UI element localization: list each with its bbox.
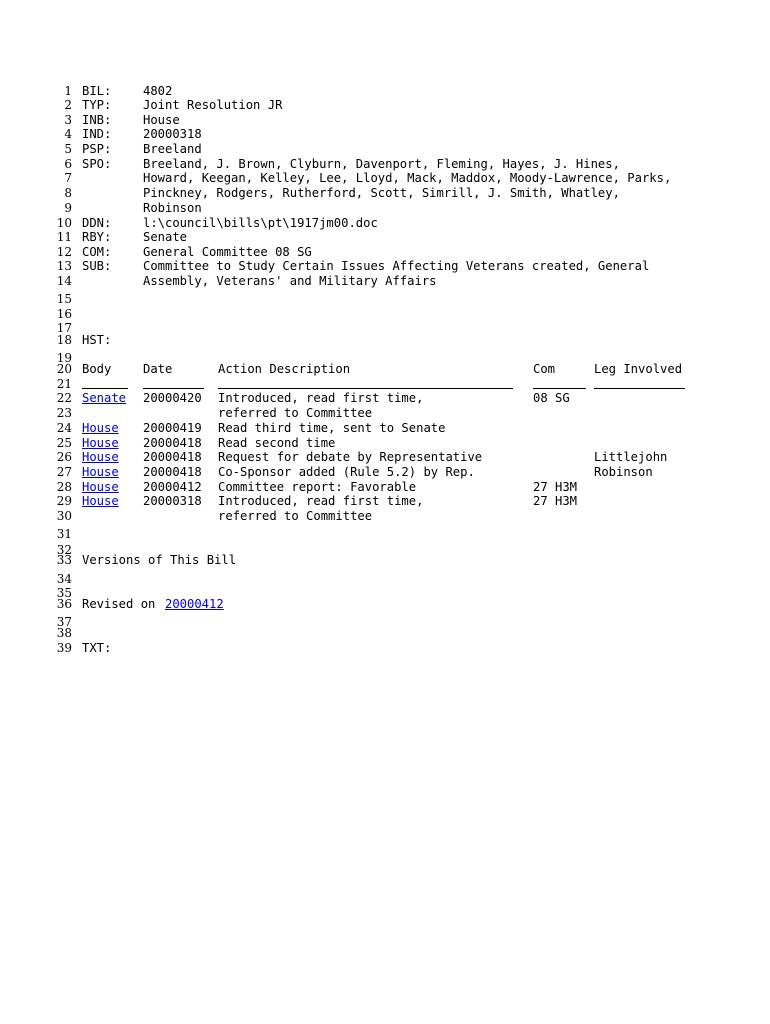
header-underline <box>143 388 204 389</box>
row-action: Co-Sponsor added (Rule 5.2) by Rep. <box>218 465 475 479</box>
line-number: 15 <box>56 292 72 306</box>
line-number: 29 <box>56 494 72 508</box>
field-key-spo: SPO: <box>82 157 112 171</box>
row-com: 08 SG <box>533 391 570 405</box>
header-underline <box>533 388 586 389</box>
field-value-sub: Committee to Study Certain Issues Affecting Veterans created, General <box>143 259 650 273</box>
body-link-house[interactable]: House <box>82 436 119 450</box>
line-number: 26 <box>56 450 72 464</box>
field-key-inb: INB: <box>82 113 112 127</box>
row-leg: Littlejohn <box>594 450 668 464</box>
history-label: HST: <box>82 333 112 347</box>
field-value-ddn: l:\council\bills\pt\1917jm00.doc <box>143 216 378 230</box>
body-link-house[interactable]: House <box>82 494 119 508</box>
row-action: Read third time, sent to Senate <box>218 421 446 435</box>
field-value-spo: Breeland, J. Brown, Clyburn, Davenport, Fleming, Hayes, J. Hines, <box>143 157 620 171</box>
row-action: referred to Committee <box>218 406 373 420</box>
txt-label: TXT: <box>82 641 112 655</box>
field-value-typ: Joint Resolution JR <box>143 98 283 112</box>
body-link-house[interactable]: House <box>82 421 119 435</box>
field-key-rby: RBY: <box>82 230 112 244</box>
line-number: 22 <box>56 391 72 405</box>
field-value-ind: 20000318 <box>143 127 202 141</box>
line-number: 30 <box>56 509 72 523</box>
field-value-spo-cont: Robinson <box>143 201 202 215</box>
line-number: 16 <box>56 307 72 321</box>
row-com: 27 H3M <box>533 480 578 494</box>
line-number: 18 <box>56 333 72 347</box>
field-key-ddn: DDN: <box>82 216 112 230</box>
line-number: 25 <box>56 436 72 450</box>
row-date: 20000418 <box>143 465 202 479</box>
row-action: Read second time <box>218 436 336 450</box>
field-key-sub: SUB: <box>82 259 112 273</box>
line-number: 4 <box>64 127 72 141</box>
row-action: Introduced, read first time, <box>218 494 424 508</box>
field-key-typ: TYP: <box>82 98 112 112</box>
row-com: 27 H3M <box>533 494 578 508</box>
body-link-house[interactable]: House <box>82 450 119 464</box>
field-key-ind: IND: <box>82 127 112 141</box>
line-number: 39 <box>56 641 72 655</box>
body-link-house[interactable]: House <box>82 465 119 479</box>
line-number: 37 <box>56 615 72 629</box>
field-value-psp: Breeland <box>143 142 202 156</box>
body-link-house[interactable]: House <box>82 480 119 494</box>
line-number: 5 <box>64 142 72 156</box>
versions-title: Versions of This Bill <box>82 553 237 567</box>
header-underline <box>594 388 685 389</box>
row-date: 20000419 <box>143 421 202 435</box>
line-number: 13 <box>56 259 72 273</box>
line-number: 12 <box>56 245 72 259</box>
row-date: 20000420 <box>143 391 202 405</box>
header-body: Body <box>82 362 112 376</box>
line-number: 3 <box>64 113 72 127</box>
field-value-com: General Committee 08 SG <box>143 245 312 259</box>
line-number: 2 <box>64 98 72 112</box>
header-com: Com <box>533 362 556 376</box>
line-number: 23 <box>56 406 72 420</box>
line-number: 10 <box>56 216 72 230</box>
field-value-bil: 4802 <box>143 84 173 98</box>
line-number: 36 <box>56 597 72 611</box>
row-date: 20000418 <box>143 436 202 450</box>
field-value-inb: House <box>143 113 180 127</box>
line-number: 6 <box>64 157 72 171</box>
header-leg: Leg Involved <box>594 362 683 376</box>
line-number: 20 <box>56 362 72 376</box>
row-action: referred to Committee <box>218 509 373 523</box>
field-key-com: COM: <box>82 245 112 259</box>
header-date: Date <box>143 362 173 376</box>
body-link-senate[interactable]: Senate <box>82 391 127 405</box>
field-key-psp: PSP: <box>82 142 112 156</box>
header-underline <box>82 388 128 389</box>
field-value-rby: Senate <box>143 230 188 244</box>
row-date: 20000418 <box>143 450 202 464</box>
line-number: 11 <box>56 230 72 244</box>
field-key-bil: BIL: <box>82 84 112 98</box>
field-value-sub-cont: Assembly, Veterans' and Military Affairs <box>143 274 437 288</box>
line-number: 35 <box>56 586 72 600</box>
field-value-spo-cont: Pinckney, Rodgers, Rutherford, Scott, Simrill, J. Smith, Whatley, <box>143 186 620 200</box>
line-number: 27 <box>56 465 72 479</box>
line-number: 14 <box>56 274 72 288</box>
line-number: 1 <box>64 84 72 98</box>
line-number: 33 <box>56 553 72 567</box>
line-number: 32 <box>56 543 72 557</box>
line-number: 34 <box>56 572 72 586</box>
line-number: 17 <box>56 321 72 335</box>
revised-date-link[interactable]: 20000412 <box>165 597 224 611</box>
line-number: 19 <box>56 351 72 365</box>
line-number: 7 <box>64 171 72 185</box>
row-action: Committee report: Favorable <box>218 480 417 494</box>
line-number: 31 <box>56 527 72 541</box>
line-number: 21 <box>56 377 72 391</box>
row-date: 20000412 <box>143 480 202 494</box>
row-action: Request for debate by Representative <box>218 450 483 464</box>
revised-label: Revised on <box>82 597 163 611</box>
header-underline <box>218 388 513 389</box>
header-action: Action Description <box>218 362 351 376</box>
row-leg: Robinson <box>594 465 653 479</box>
line-number: 9 <box>64 201 72 215</box>
line-number: 28 <box>56 480 72 494</box>
field-value-spo-cont: Howard, Keegan, Kelley, Lee, Lloyd, Mack, Maddox, Moody-Lawrence, Parks, <box>143 171 672 185</box>
line-number: 38 <box>56 626 72 640</box>
line-number: 8 <box>64 186 72 200</box>
row-action: Introduced, read first time, <box>218 391 424 405</box>
line-number: 24 <box>56 421 72 435</box>
row-date: 20000318 <box>143 494 202 508</box>
